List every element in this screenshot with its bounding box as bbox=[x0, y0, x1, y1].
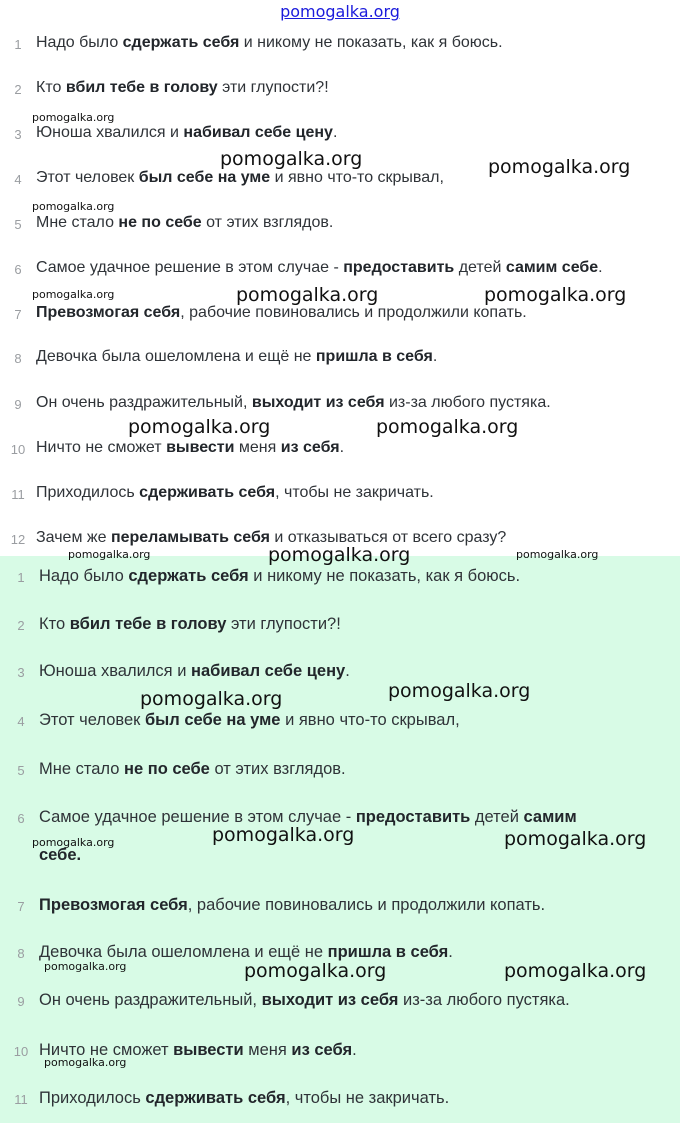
idiom-highlight: был себе на уме bbox=[138, 169, 271, 186]
sentence-number: 2 bbox=[14, 82, 22, 97]
sentence-fragment: из-за любого пустяка. bbox=[384, 394, 551, 411]
sentence-text bbox=[36, 123, 337, 143]
idiom-highlight: выходит из себя bbox=[261, 991, 399, 1009]
idiom-highlight: набивал себе цену bbox=[191, 662, 346, 680]
sentence-fragment: . bbox=[432, 348, 438, 365]
sentence-fragment: от этих взглядов. bbox=[209, 760, 346, 778]
sentence-number: 3 bbox=[17, 665, 25, 680]
sentence-fragment: . bbox=[332, 124, 338, 141]
idiom-highlight: самим bbox=[523, 808, 577, 826]
site-link[interactable]: pomogalka.org bbox=[280, 2, 400, 21]
idiom-highlight: Превозмогая себя bbox=[39, 896, 188, 914]
sentence-number: 9 bbox=[14, 397, 22, 412]
sentence-fragment: меня bbox=[234, 439, 281, 456]
sentence-number: 5 bbox=[14, 217, 22, 232]
sentence-text bbox=[36, 393, 551, 413]
sentence-number: 11 bbox=[14, 1092, 28, 1107]
sentence-fragment: Самое удачное решение в этом случае - bbox=[39, 808, 356, 826]
sentence-fragment: , рабочие повиновались и продолжили копать. bbox=[180, 304, 527, 321]
watermark-text: pomogalka.org bbox=[244, 960, 387, 982]
watermark-text: pomogalka.org bbox=[236, 284, 379, 306]
sentence-fragment: Девочка была ошеломлена и ещё не bbox=[36, 348, 316, 365]
sentence-fragment: и никому не показать, как я боюсь. bbox=[239, 34, 503, 51]
idiom-highlight: не по себе bbox=[118, 214, 202, 231]
sentence-text bbox=[36, 258, 603, 278]
sentence-fragment: меня bbox=[243, 1041, 292, 1059]
sentence-fragment: Ничто не сможет bbox=[36, 439, 167, 456]
idiom-highlight: вывести bbox=[173, 1041, 244, 1059]
sentence-fragment: . bbox=[598, 259, 603, 276]
sentence-fragment: Этот человек bbox=[36, 169, 139, 186]
idiom-highlight: сдерживать себя bbox=[145, 1089, 286, 1107]
idiom-highlight: вбил тебе в голову bbox=[69, 615, 227, 633]
sentence-fragment: детей bbox=[454, 259, 506, 276]
sentence-number: 7 bbox=[14, 307, 22, 322]
sentence-fragment: . bbox=[345, 662, 350, 680]
sentence-fragment: Самое удачное решение в этом случае - bbox=[36, 259, 344, 276]
sentence-number: 6 bbox=[17, 811, 25, 826]
sentence-fragment: . bbox=[339, 439, 345, 456]
sentence-fragment: , рабочие повиновались и продолжили копать. bbox=[187, 896, 546, 914]
watermark-text: pomogalka.org bbox=[212, 824, 355, 846]
idiom-highlight: вывести bbox=[166, 439, 235, 456]
sentence-fragment: эти глупости?! bbox=[226, 615, 341, 633]
sentence-number: 8 bbox=[14, 351, 22, 366]
idiom-highlight: Превозмогая себя bbox=[36, 304, 181, 321]
watermark-text: pomogalka.org bbox=[388, 680, 531, 702]
watermark-text: pomogalka.org bbox=[220, 148, 363, 170]
sentence-number: 4 bbox=[17, 714, 25, 729]
sentence-text bbox=[39, 614, 341, 634]
idiom-highlight: из себя bbox=[291, 1041, 353, 1059]
sentence-text bbox=[39, 566, 520, 586]
sentence-text bbox=[39, 942, 453, 962]
sentence-fragment: , чтобы не закричать. bbox=[275, 484, 434, 501]
sentence-text bbox=[36, 438, 344, 458]
sentence-number: 1 bbox=[14, 37, 22, 52]
idiom-highlight: предоставить bbox=[355, 808, 471, 826]
sentence-fragment: и явно что-то скрывал, bbox=[270, 169, 444, 186]
sentence-text bbox=[36, 303, 527, 323]
sentence-fragment: . bbox=[352, 1041, 357, 1059]
sentence-fragment: и явно что-то скрывал, bbox=[280, 711, 460, 729]
watermark-text: pomogalka.org bbox=[484, 284, 627, 306]
sentence-text bbox=[39, 990, 570, 1010]
sentence-fragment: Приходилось bbox=[36, 484, 140, 501]
sentence-number: 11 bbox=[11, 487, 25, 502]
sentence-number: 4 bbox=[14, 172, 22, 187]
sentence-text bbox=[36, 483, 434, 503]
sentence-number: 5 bbox=[17, 763, 25, 778]
watermark-text: pomogalka.org bbox=[32, 836, 115, 849]
idiom-highlight: сдерживать себя bbox=[139, 484, 276, 501]
sentence-fragment: Кто bbox=[36, 79, 66, 96]
sentence-fragment: Этот человек bbox=[39, 711, 145, 729]
sentence-number: 7 bbox=[17, 899, 25, 914]
sentence-fragment: и никому не показать, как я боюсь. bbox=[248, 567, 521, 585]
idiom-highlight: был себе на уме bbox=[144, 711, 281, 729]
watermark-text: pomogalka.org bbox=[504, 960, 647, 982]
sentence-fragment: Ничто не сможет bbox=[39, 1041, 174, 1059]
sentence-text bbox=[36, 213, 333, 233]
idiom-highlight: набивал себе цену bbox=[183, 124, 333, 141]
watermark-text: pomogalka.org bbox=[128, 416, 271, 438]
sentence-number: 9 bbox=[17, 994, 25, 1009]
sentence-number: 8 bbox=[17, 946, 25, 961]
sentence-fragment: от этих взглядов. bbox=[201, 214, 334, 231]
watermark-text: pomogalka.org bbox=[140, 688, 283, 710]
sentence-fragment: эти глупости?! bbox=[217, 79, 329, 96]
idiom-highlight: сдержать себя bbox=[128, 567, 249, 585]
sentence-fragment: Надо было bbox=[39, 567, 129, 585]
sentence-fragment: Юноша хвалился и bbox=[39, 662, 192, 680]
sentence-number: 12 bbox=[10, 532, 26, 547]
idiom-highlight: предоставить bbox=[343, 259, 455, 276]
sentence-text bbox=[36, 33, 503, 53]
sentence-fragment: Юноша хвалился и bbox=[36, 124, 184, 141]
idiom-highlight: самим себе bbox=[505, 259, 599, 276]
sentence-fragment: Надо было bbox=[36, 34, 123, 51]
sentence-fragment: Зачем же bbox=[36, 529, 111, 546]
sentence-fragment: Девочка была ошеломлена и ещё не bbox=[39, 943, 328, 961]
sentence-text bbox=[36, 347, 437, 367]
idiom-highlight: сдержать себя bbox=[122, 34, 240, 51]
sentence-fragment: и отказываться от всего сразу? bbox=[269, 529, 507, 546]
idiom-highlight: пришла в себя bbox=[327, 943, 449, 961]
watermark-text: pomogalka.org bbox=[516, 548, 599, 561]
sentence-text bbox=[39, 661, 350, 681]
sentence-number: 10 bbox=[10, 442, 26, 457]
idiom-highlight: вбил тебе в голову bbox=[65, 79, 218, 96]
sentence-number: 1 bbox=[17, 570, 25, 585]
sentence-fragment: детей bbox=[470, 808, 524, 826]
idiom-highlight: переламывать себя bbox=[110, 529, 270, 546]
sentence-fragment: Мне стало bbox=[36, 214, 119, 231]
watermark-text: pomogalka.org bbox=[488, 156, 631, 178]
sentence-number: 3 bbox=[14, 127, 22, 142]
sentence-fragment: Приходилось bbox=[39, 1089, 146, 1107]
idiom-highlight: выходит из себя bbox=[251, 394, 385, 411]
sentence-fragment: Он очень раздражительный, bbox=[36, 394, 252, 411]
watermark-text: pomogalka.org bbox=[68, 548, 151, 561]
sentence-number: 10 bbox=[13, 1044, 29, 1059]
sentence-text bbox=[39, 895, 545, 915]
sentence-fragment: Он очень раздражительный, bbox=[39, 991, 262, 1009]
sentence-text bbox=[39, 1088, 449, 1108]
sentence-fragment: Кто bbox=[39, 615, 70, 633]
watermark-text: pomogalka.org bbox=[32, 200, 115, 213]
sentence-fragment: . bbox=[448, 943, 453, 961]
watermark-text: pomogalka.org bbox=[32, 111, 115, 124]
watermark-text: pomogalka.org bbox=[376, 416, 519, 438]
watermark-text: pomogalka.org bbox=[44, 1056, 127, 1069]
watermark-text: pomogalka.org bbox=[504, 828, 647, 850]
watermark-text: pomogalka.org bbox=[268, 544, 411, 566]
sentence-fragment: из-за любого пустяка. bbox=[398, 991, 570, 1009]
watermark-text: pomogalka.org bbox=[44, 960, 127, 973]
sentence-text bbox=[39, 710, 460, 730]
watermark-text: pomogalka.org bbox=[32, 288, 115, 301]
sentence-fragment: Мне стало bbox=[39, 760, 124, 778]
sentence-fragment: , чтобы не закричать. bbox=[285, 1089, 450, 1107]
sentence-text bbox=[36, 78, 329, 98]
sentence-text bbox=[39, 759, 346, 779]
idiom-highlight: не по себе bbox=[124, 760, 210, 778]
idiom-highlight: пришла в себя bbox=[315, 348, 433, 365]
sentence-number: 2 bbox=[17, 618, 25, 633]
idiom-highlight: себе. bbox=[39, 846, 82, 864]
sentence-text bbox=[36, 168, 444, 188]
idiom-highlight: из себя bbox=[280, 439, 340, 456]
sentence-number: 6 bbox=[14, 262, 22, 277]
